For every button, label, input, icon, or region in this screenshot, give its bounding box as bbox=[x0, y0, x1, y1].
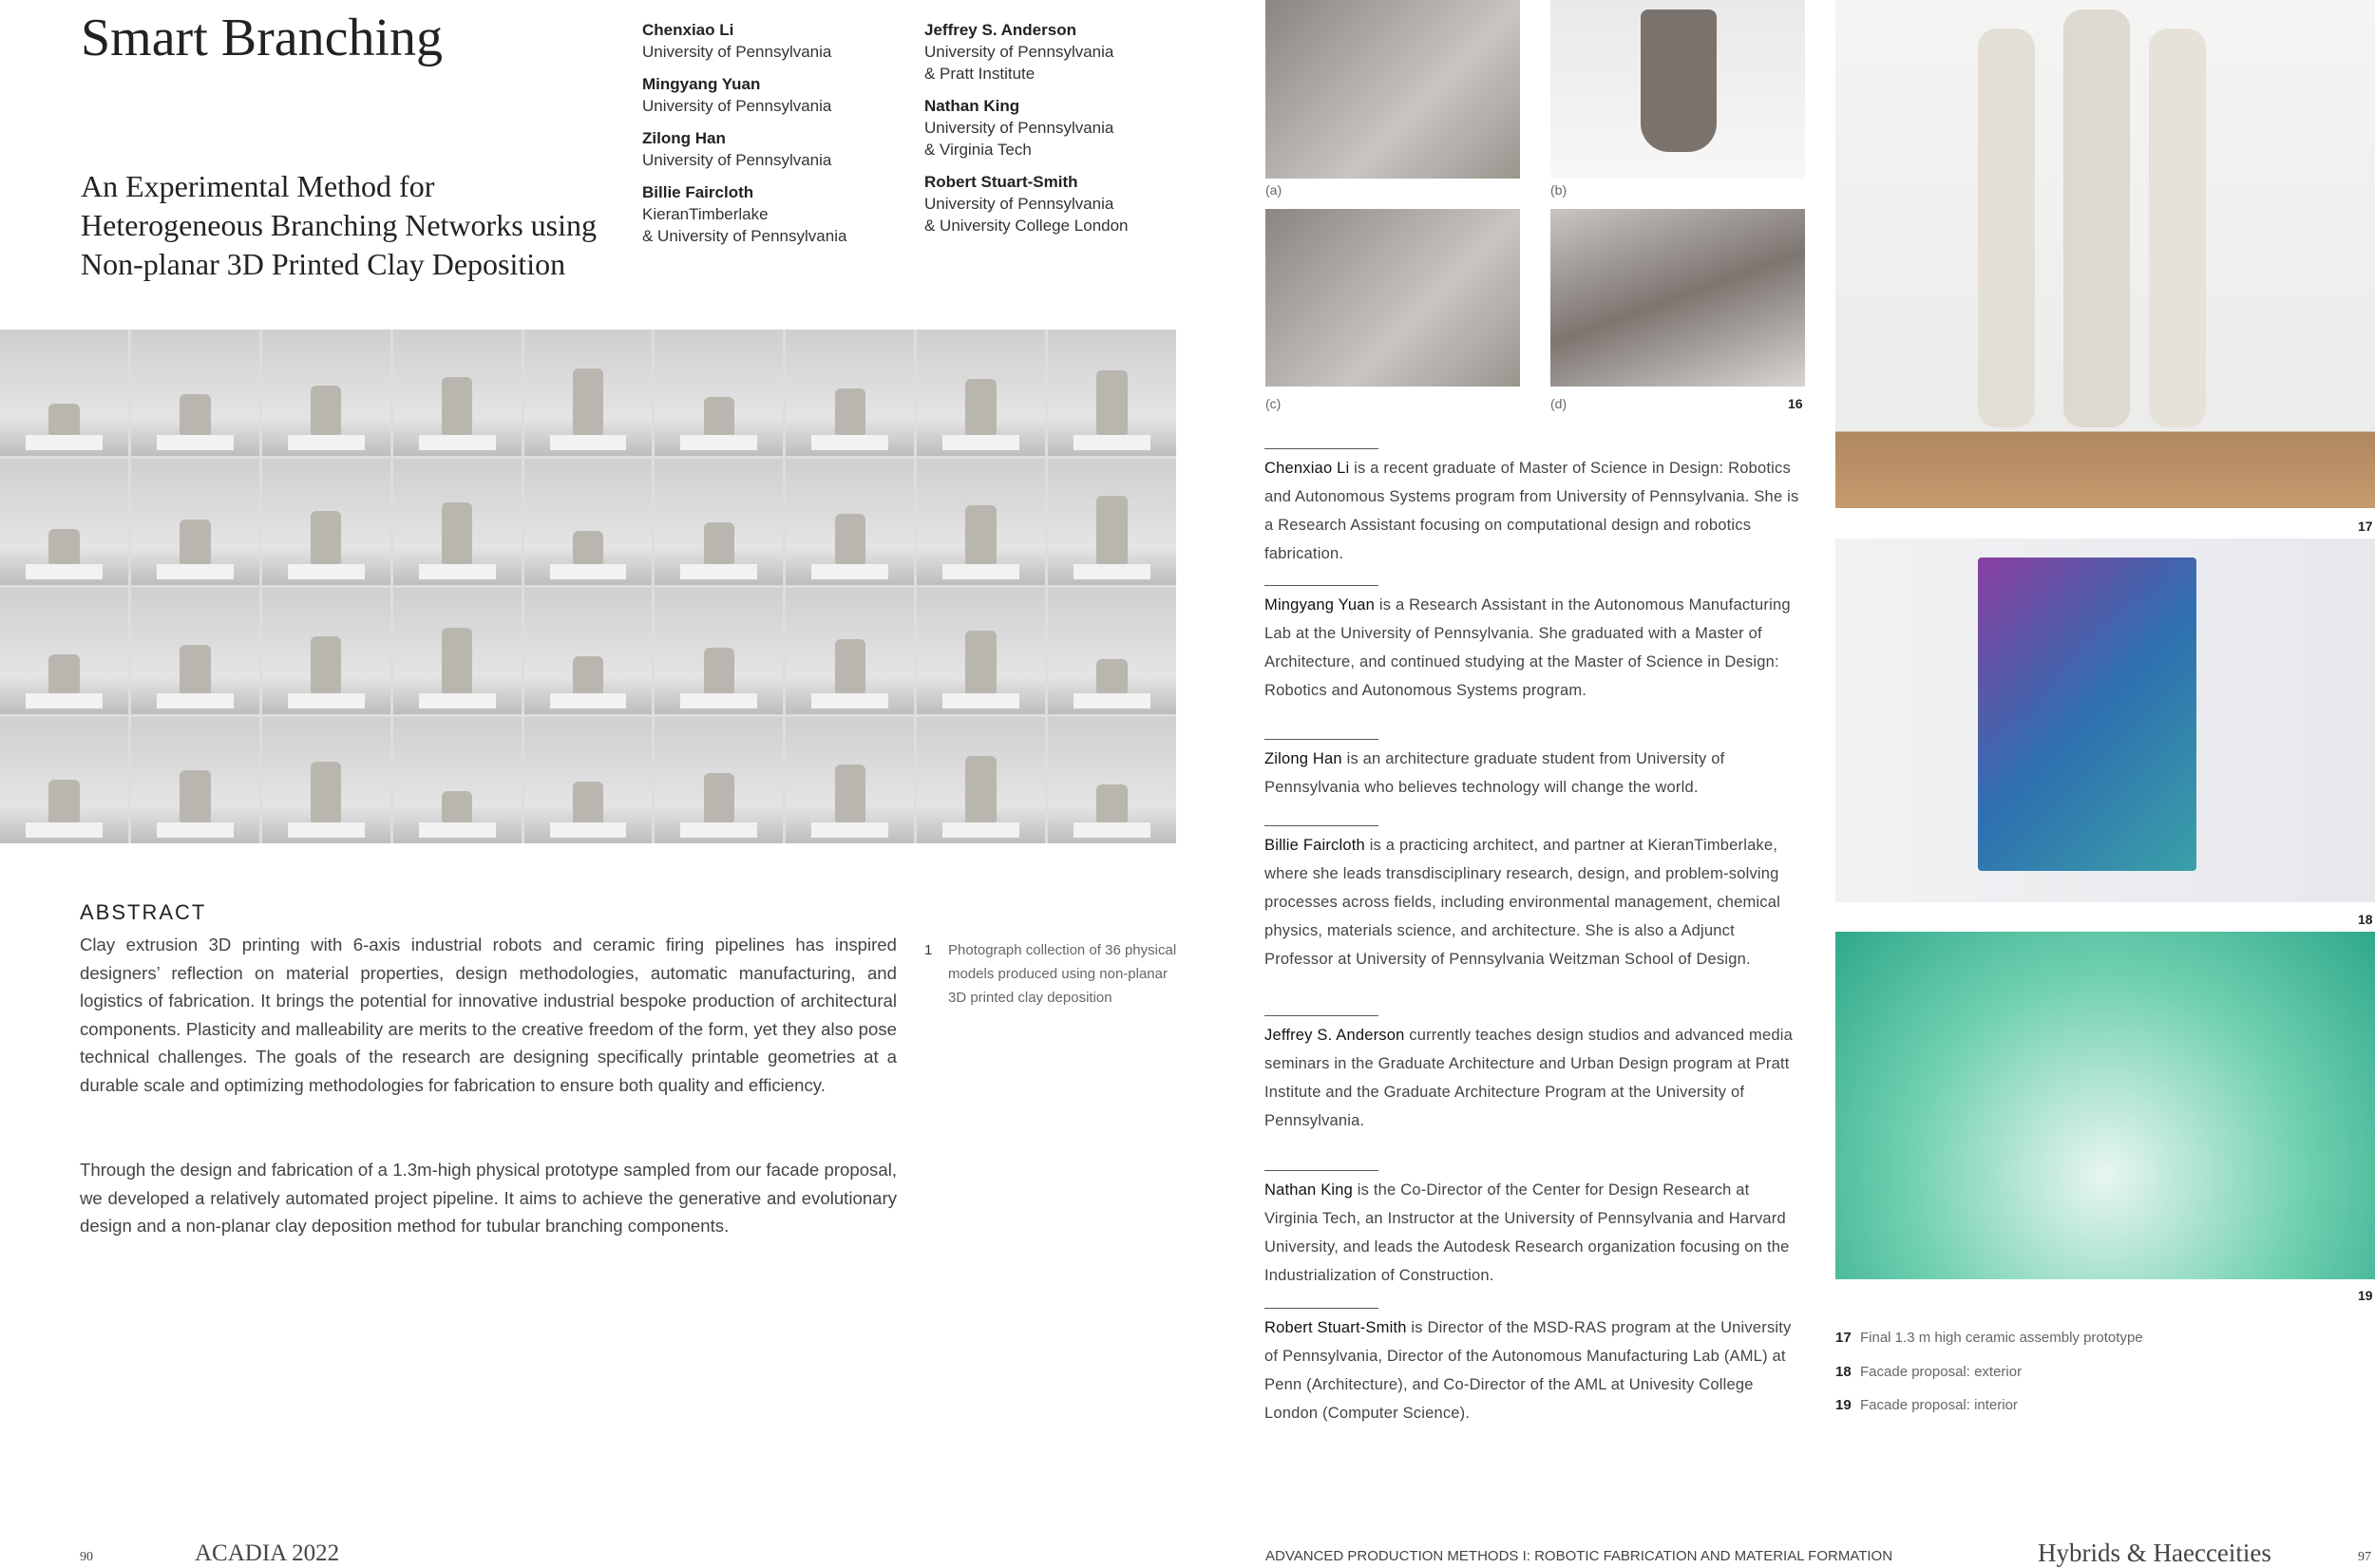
author-affiliation: University of Pennsylvania bbox=[924, 195, 1114, 213]
clay-model-photo bbox=[0, 588, 128, 714]
author-bio bbox=[1264, 831, 1806, 973]
bio-name: Billie Faircloth bbox=[1264, 837, 1365, 854]
clay-model-photo bbox=[917, 330, 1045, 456]
figure-1-caption bbox=[924, 938, 1181, 1010]
bio-text: is the Co-Director of the Center for Design Research at Virginia Tech, an Instructor at the University of Pennsylvania and Harvard University, and leads the Autodesk Research organization focusing on the Industrialization of Construction. bbox=[1264, 1181, 1790, 1284]
author-affiliation: & University of Pennsylvania bbox=[642, 227, 847, 245]
clay-model-photo bbox=[393, 330, 522, 456]
author-affiliation: University of Pennsylvania bbox=[924, 43, 1114, 61]
figure-number: 16 bbox=[1788, 396, 1803, 411]
bio-name: Zilong Han bbox=[1264, 750, 1342, 767]
clay-model-photo bbox=[786, 588, 914, 714]
bio-text: is an architecture graduate student from University of Pennsylvania who believes technology will change the world. bbox=[1264, 750, 1725, 796]
figure-number: 19 bbox=[2358, 1288, 2373, 1303]
author-bio bbox=[1264, 1021, 1806, 1135]
clay-model-photo bbox=[1048, 459, 1176, 585]
clay-model-photo bbox=[786, 717, 914, 843]
caption-number: 18 bbox=[1835, 1364, 1852, 1380]
clay-model-photo bbox=[655, 459, 783, 585]
author-affiliation: University of Pennsylvania bbox=[642, 151, 832, 169]
author-affiliation: University of Pennsylvania bbox=[642, 43, 832, 61]
clay-model-photo bbox=[1048, 330, 1176, 456]
authors-column-2 bbox=[924, 19, 1129, 247]
figure-caption bbox=[1835, 1364, 2022, 1380]
figure-number: 17 bbox=[2358, 519, 2373, 534]
clay-model-photo bbox=[131, 588, 259, 714]
journal-logo: Hybrids & Haecceities bbox=[2038, 1539, 2271, 1567]
clay-model-photo bbox=[0, 717, 128, 843]
author-entry bbox=[642, 181, 846, 247]
author-bio bbox=[1264, 1313, 1806, 1427]
running-head: ADVANCED PRODUCTION METHODS I: ROBOTIC FABRICATION AND MATERIAL FORMATION bbox=[1265, 1548, 1893, 1564]
photo-b bbox=[1550, 0, 1805, 179]
author-affiliation: KieranTimberlake bbox=[642, 205, 769, 223]
subtitle-line: An Experimental Method for bbox=[81, 169, 435, 203]
clay-model-photo bbox=[524, 330, 653, 456]
author-entry bbox=[642, 73, 846, 117]
bio-name: Robert Stuart-Smith bbox=[1264, 1319, 1407, 1336]
photo-label: (c) bbox=[1265, 396, 1282, 411]
author-entry bbox=[642, 19, 846, 63]
author-bio bbox=[1264, 591, 1806, 705]
clay-model-photo bbox=[0, 330, 128, 456]
author-affiliation: & University College London bbox=[924, 217, 1129, 235]
author-name: Zilong Han bbox=[642, 129, 726, 147]
clay-model-photo bbox=[524, 459, 653, 585]
author-bio bbox=[1264, 745, 1806, 802]
clay-model-photo bbox=[655, 588, 783, 714]
photo-label: (b) bbox=[1550, 182, 1568, 198]
clay-model-photo bbox=[393, 588, 522, 714]
clay-model-photo bbox=[393, 717, 522, 843]
author-bio bbox=[1264, 1176, 1806, 1290]
clay-model-photo bbox=[262, 330, 390, 456]
photo-label: (a) bbox=[1265, 182, 1282, 198]
clay-model-photo bbox=[655, 717, 783, 843]
caption-number: 17 bbox=[1835, 1330, 1852, 1346]
paper-subtitle bbox=[81, 167, 651, 284]
caption-text: Photograph collection of 36 physical models produced using non-planar 3D printed clay deposition bbox=[948, 942, 1177, 1006]
author-name: Jeffrey S. Anderson bbox=[924, 21, 1076, 39]
clay-model-photo bbox=[786, 459, 914, 585]
caption-text: Facade proposal: exterior bbox=[1860, 1364, 2023, 1380]
clay-model-photo bbox=[131, 459, 259, 585]
photo-label: (d) bbox=[1550, 396, 1568, 411]
author-name: Mingyang Yuan bbox=[642, 75, 761, 93]
author-entry bbox=[642, 127, 846, 171]
authors-column-1 bbox=[642, 19, 846, 257]
footer-conference: ACADIA 2022 bbox=[195, 1540, 340, 1566]
clay-model-photo bbox=[1048, 588, 1176, 714]
clay-model-photo bbox=[655, 330, 783, 456]
caption-text: Facade proposal: interior bbox=[1860, 1397, 2018, 1413]
author-entry bbox=[924, 95, 1129, 161]
clay-model-photo bbox=[262, 459, 390, 585]
author-affiliation: University of Pennsylvania bbox=[924, 119, 1114, 137]
figure-caption bbox=[1835, 1397, 2018, 1413]
author-entry bbox=[924, 171, 1129, 236]
photo-c bbox=[1265, 209, 1520, 387]
bio-text: is a practicing architect, and partner at KieranTimberlake, where she leads transdisciplinary research, design, and problem-solving processes across fields, including environmental management, chemical physics, materials science, and architecture. She is also a Adjunct Professor at University of Pennsylvania Weitzman School of Design. bbox=[1264, 837, 1780, 968]
figure-19-facade-interior bbox=[1835, 932, 2375, 1279]
clay-model-photo bbox=[917, 588, 1045, 714]
abstract-paragraph: Clay extrusion 3D printing with 6-axis industrial robots and ceramic firing pipelines has inspired designers’ reflection on material properties, design methodologies, automatic manufacturing, and logistics of fabrication. It brings the potential for innovative industrial bespoke production of architectural components. Plasticity and malleability are merits to the creative freedom of the form, yet they also pose technical challenges. The goals of the research are designing specifically printable geometries at a durable scale and optimizing methodologies for fabrication to ensure both quality and efficiency. bbox=[80, 935, 897, 1095]
figure-caption bbox=[1835, 1330, 2143, 1346]
author-entry bbox=[924, 19, 1129, 85]
clay-model-photo bbox=[393, 459, 522, 585]
page-number-left: 90 bbox=[80, 1550, 93, 1564]
author-name: Robert Stuart-Smith bbox=[924, 173, 1078, 191]
figure-number: 18 bbox=[2358, 912, 2373, 927]
paper-title: Smart Branching bbox=[81, 9, 444, 67]
author-name: Nathan King bbox=[924, 97, 1020, 115]
author-name: Billie Faircloth bbox=[642, 183, 754, 201]
bio-name: Jeffrey S. Anderson bbox=[1264, 1027, 1405, 1044]
bio-name: Mingyang Yuan bbox=[1264, 596, 1376, 614]
clay-model-photo bbox=[524, 588, 653, 714]
caption-number: 1 bbox=[924, 942, 933, 958]
clay-model-photo bbox=[262, 717, 390, 843]
bio-text: is a Research Assistant in the Autonomous Manufacturing Lab at the University of Pennsylvania. She graduated with a Master of Architecture, and continued studying at the Master of Science in Design: Robotics and Autonomous Systems program. bbox=[1264, 596, 1791, 699]
author-affiliation: & Pratt Institute bbox=[924, 65, 1036, 83]
subtitle-line: Heterogeneous Branching Networks using bbox=[81, 208, 597, 242]
author-name: Chenxiao Li bbox=[642, 21, 734, 39]
bio-name: Nathan King bbox=[1264, 1181, 1354, 1199]
abstract-heading: ABSTRACT bbox=[80, 900, 207, 924]
author-affiliation: University of Pennsylvania bbox=[642, 97, 832, 115]
figure-17-prototype-photo bbox=[1835, 0, 2375, 508]
clay-model-photo bbox=[131, 717, 259, 843]
clay-model-photo bbox=[917, 459, 1045, 585]
clay-model-photo bbox=[524, 717, 653, 843]
figure-1-photo-grid bbox=[0, 330, 1176, 843]
subtitle-line: Non-planar 3D Printed Clay Deposition bbox=[81, 247, 566, 281]
caption-number: 19 bbox=[1835, 1397, 1852, 1413]
photo-d bbox=[1550, 209, 1805, 387]
page-number-right: 97 bbox=[2358, 1550, 2371, 1564]
photo-a bbox=[1265, 0, 1520, 179]
author-affiliation: & Virginia Tech bbox=[924, 141, 1032, 159]
bio-text: is Director of the MSD-RAS program at the University of Pennsylvania, Director of the Autonomous Manufacturing Lab (AML) at Penn (Architecture), and Co-Director of the AML at Univesity College London (Computer Science). bbox=[1264, 1319, 1792, 1422]
bio-text: currently teaches design studios and advanced media seminars in the Graduate Architecture and Urban Design program at Pratt Institute and the Graduate Architecture Program at the University of Pennsylvania. bbox=[1264, 1027, 1793, 1129]
abstract-paragraph: Through the design and fabrication of a 1.3m-high physical prototype sampled from our facade proposal, we developed a relatively automated project pipeline. It aims to achieve the generative and evolutionary design and a non-planar clay deposition method for tubular branching components. bbox=[80, 1160, 897, 1237]
clay-model-photo bbox=[917, 717, 1045, 843]
clay-model-photo bbox=[1048, 717, 1176, 843]
caption-text: Final 1.3 m high ceramic assembly prototype bbox=[1860, 1330, 2143, 1346]
clay-model-photo bbox=[262, 588, 390, 714]
clay-model-photo bbox=[786, 330, 914, 456]
figure-18-facade-exterior bbox=[1835, 538, 2375, 902]
author-bio bbox=[1264, 454, 1806, 568]
bio-name: Chenxiao Li bbox=[1264, 460, 1350, 477]
clay-model-photo bbox=[0, 459, 128, 585]
bio-text: is a recent graduate of Master of Science in Design: Robotics and Autonomous Systems program from University of Pennsylvania. She is a Research Assistant focusing on computational design and robotics fabrication. bbox=[1264, 460, 1799, 562]
clay-model-photo bbox=[131, 330, 259, 456]
